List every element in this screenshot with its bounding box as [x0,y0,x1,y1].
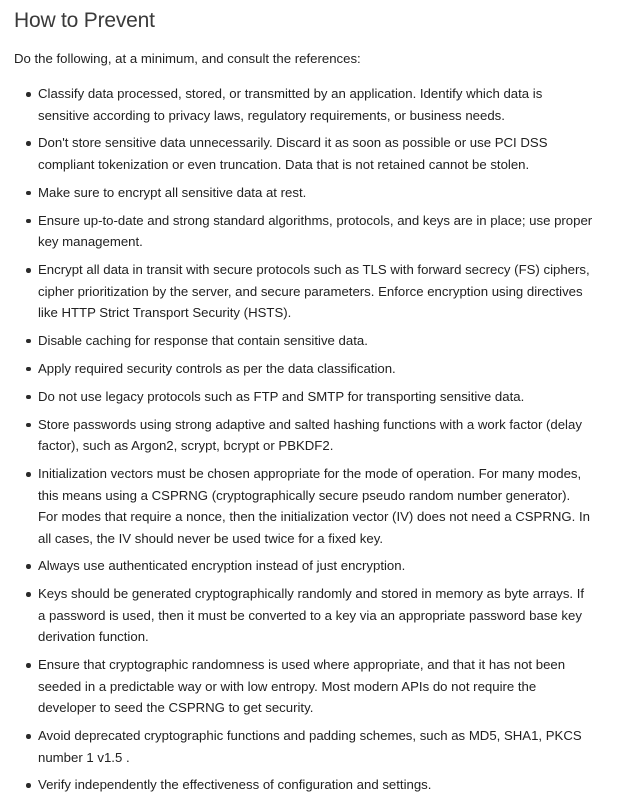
list-item-text: Ensure that cryptographic randomness is used where appropriate, and that it has not been seeded in a predictable way or with low entropy. Most modern APIs do not require the developer to seed the CSPRNG to get security. [38,657,566,716]
list-item-text: Initialization vectors must be chosen appropriate for the mode of operation. For many modes, this means using a CSPRNG (cryptographically secure pseudo random number generator). For modes that require a nonce, then the initialization vector (IV) does not need a CSPRNG. In all cases, the IV should never be used twice for a fixed key. [38,466,590,546]
bullet-icon [26,783,31,788]
list-item [14,414,617,457]
list-item-text: Always use authenticated encryption instead of just encryption. [38,558,406,574]
bullet-icon [26,339,31,344]
list-item-text: Disable caching for response that contain sensitive data. [38,332,368,348]
list-item [14,259,617,324]
bullet-icon [26,564,31,569]
bullet-icon [26,268,31,273]
list-item [14,583,617,648]
section-heading: How to Prevent [14,9,155,32]
bullet-icon [26,734,31,739]
intro-paragraph: Do the following, at a minimum, and consult the references: [14,51,361,66]
list-item-text: Ensure up-to-date and strong standard algorithms, protocols, and keys are in place; use proper key management. [38,212,593,250]
bullet-icon [26,219,31,224]
list-item-text: Store passwords using strong adaptive and salted hashing functions with a work factor (delay factor), such as Argon2, scrypt, bcrypt or PBKDF2. [38,416,582,454]
bullet-icon [26,191,31,196]
bullet-icon [26,592,31,597]
list-item-text: Apply required security controls as per the data classification. [38,360,396,376]
list-item [14,386,617,408]
list-item [14,210,617,253]
bullet-icon [26,472,31,477]
list-item-text: Do not use legacy protocols such as FTP and SMTP for transporting sensitive data. [38,388,525,404]
bullet-icon [26,92,31,97]
prevention-list [14,83,617,796]
list-item-text: Classify data processed, stored, or transmitted by an application. Identify which data is sensitive according to privacy laws, regulatory requirements, or business needs. [38,86,543,123]
bullet-icon [26,367,31,372]
bullet-icon [26,423,31,428]
list-item [14,330,617,352]
bullet-icon [26,141,31,146]
list-item [14,725,617,768]
bullet-icon [26,663,31,668]
list-item-text: Avoid deprecated cryptographic functions and padding schemes, such as MD5, SHA1, PKCS number 1 v1.5 . [38,728,582,765]
list-item [14,555,617,577]
list-item-text: Keys should be generated cryptographically randomly and stored in memory as byte arrays. If a password is used, then it must be converted to a key via an appropriate password base key derivation function. [38,586,585,645]
list-item [14,774,617,796]
list-item [14,358,617,380]
list-item-text: Make sure to encrypt all sensitive data at rest. [38,184,307,200]
list-item [14,182,617,204]
bullet-icon [26,395,31,400]
list-item-text: Don't store sensitive data unnecessarily. Discard it as soon as possible or use PCI DSS compliant tokenization or even truncation. Data that is not retained cannot be stolen. [38,135,548,172]
list-item-text: Encrypt all data in transit with secure protocols such as TLS with forward secrecy (FS) ciphers, cipher prioritization by the server, and secure parameters. Enforce encryption using directives like HTTP Strict Transport Security (HSTS). [38,262,590,321]
list-item-text: Verify independently the effectiveness of configuration and settings. [38,777,432,793]
list-item [14,132,617,175]
list-item [14,463,617,549]
list-item [14,654,617,719]
list-item [14,83,617,126]
